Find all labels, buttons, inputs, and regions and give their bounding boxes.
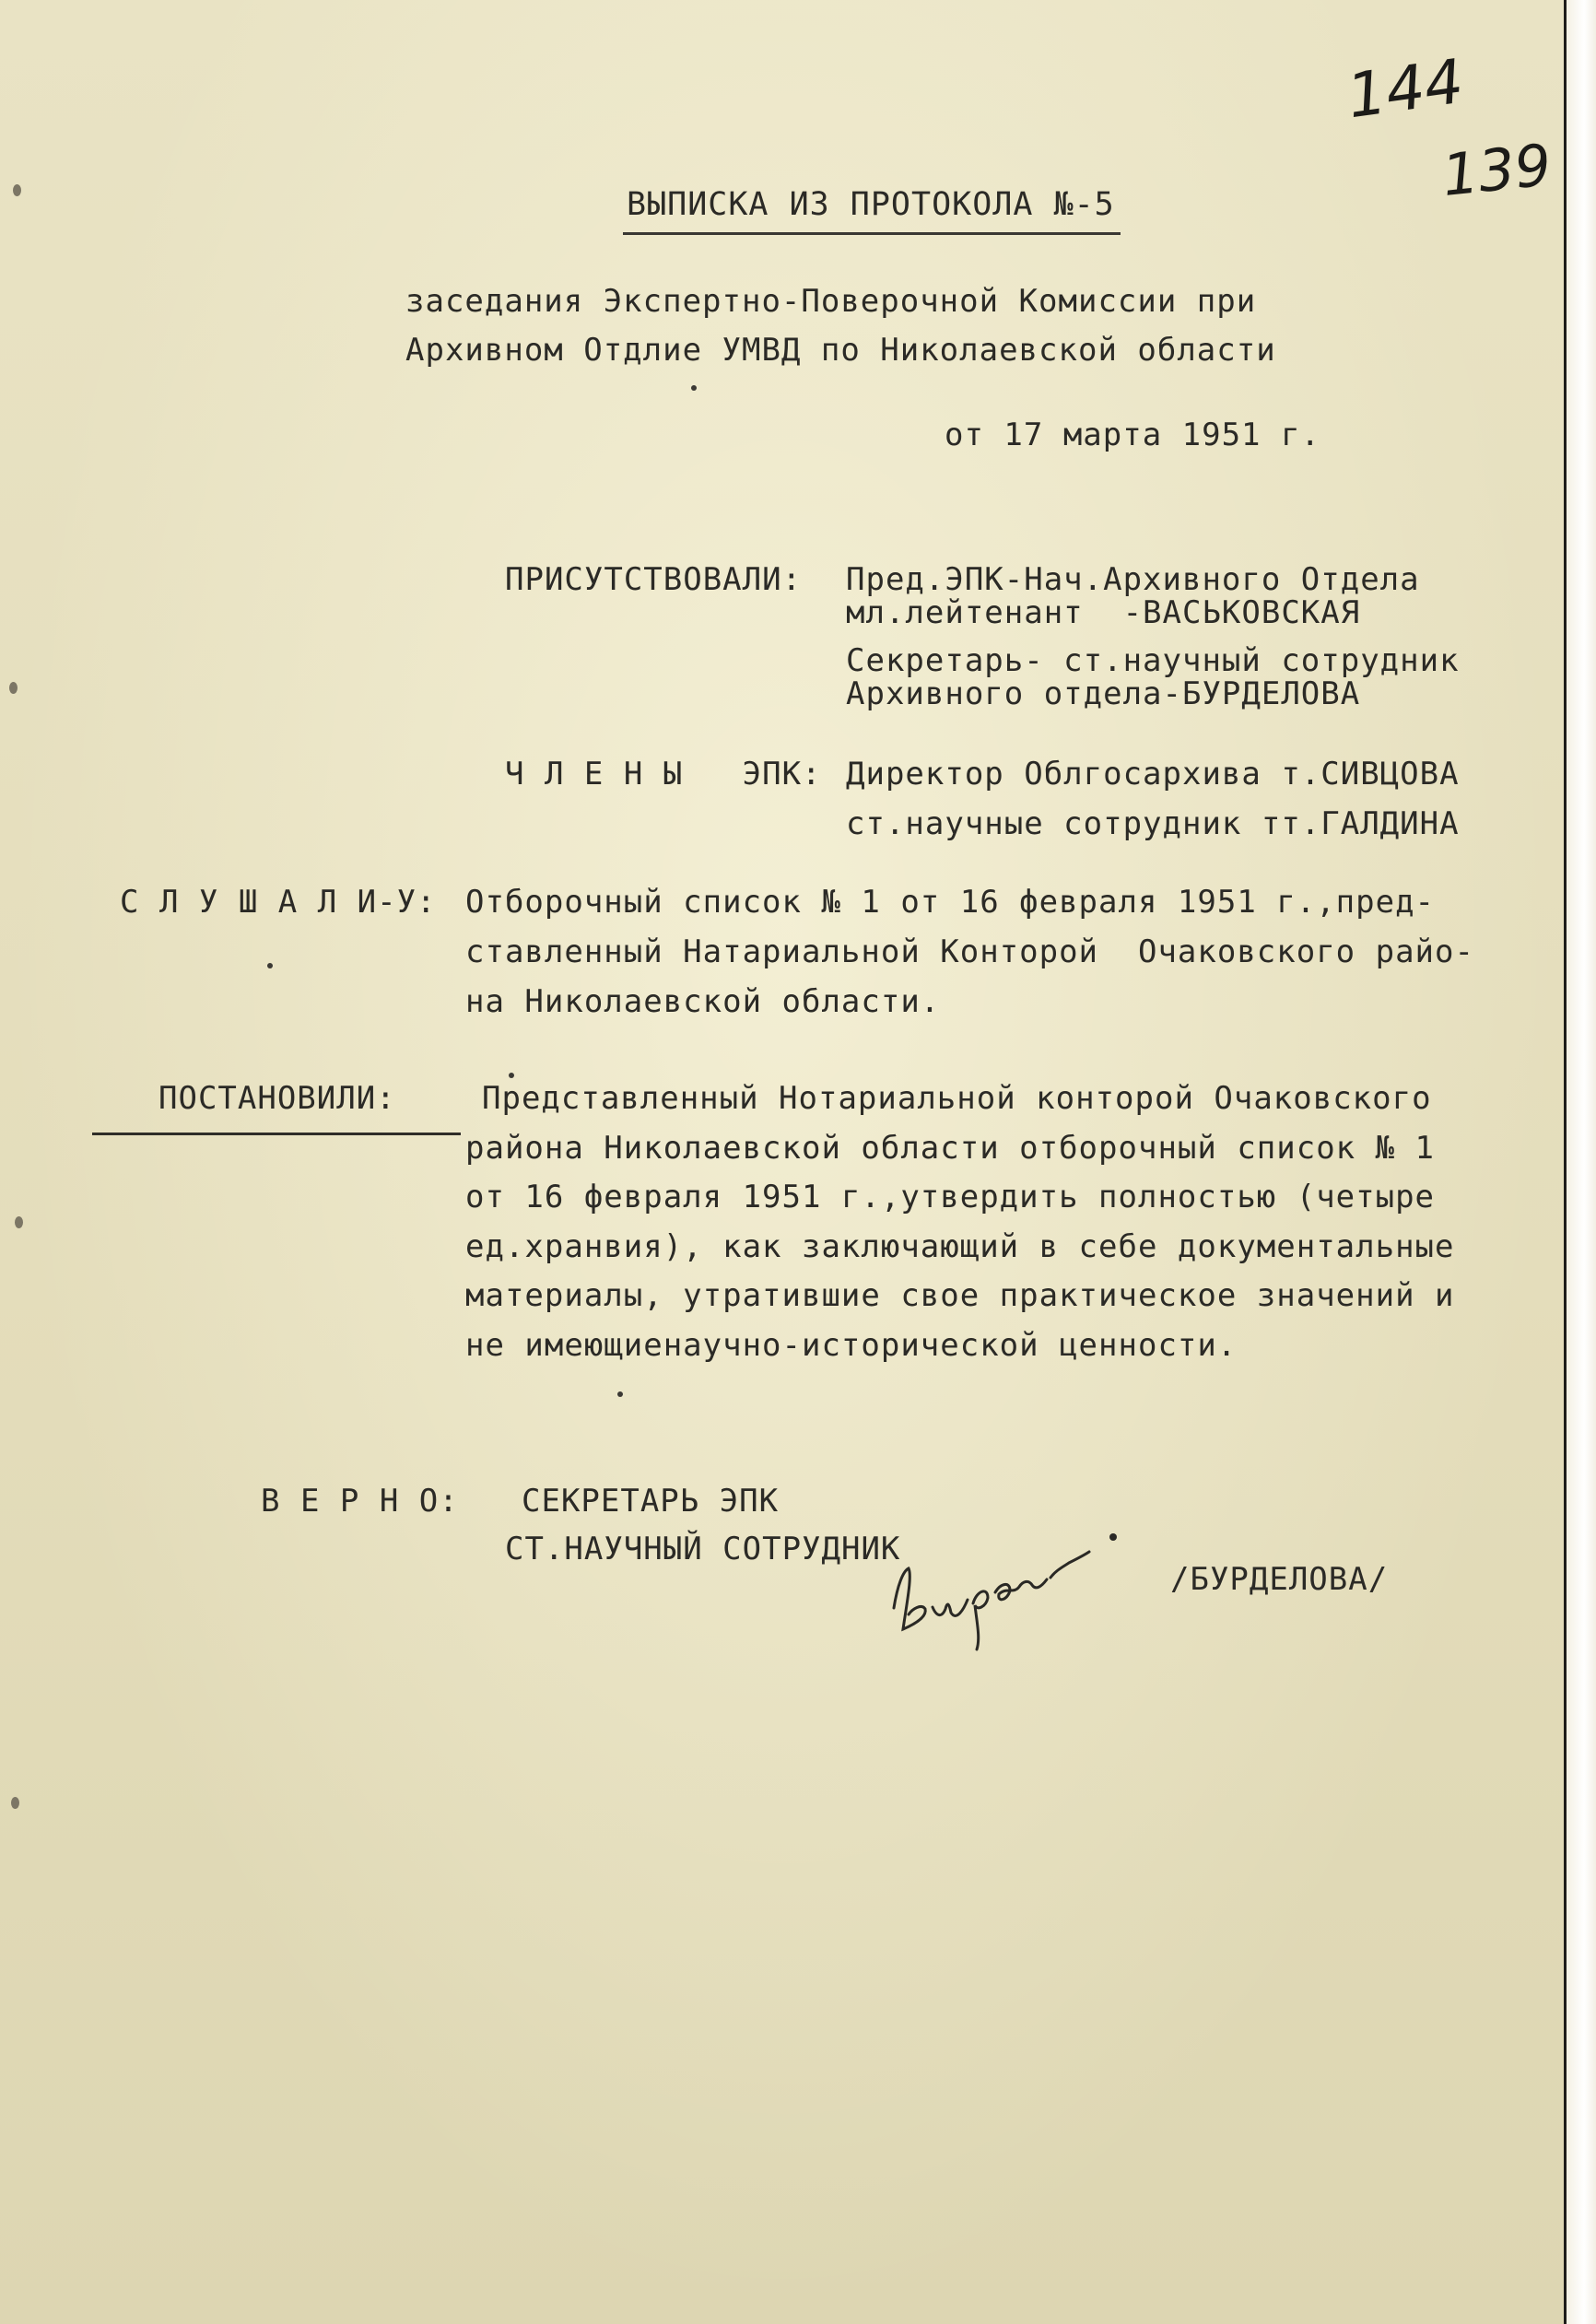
resolved-line-6: не имеющиенаучно-исторической ценности. — [465, 1327, 1238, 1364]
certified-label: В Е Р Н О: — [261, 1483, 459, 1520]
ink-speck — [617, 1391, 623, 1397]
punch-hole — [9, 682, 18, 694]
present-line-3: Секретарь- ст.научный сотрудник — [846, 642, 1460, 679]
signature-image — [885, 1520, 1133, 1659]
present-label: ПРИСУТСТВОВАЛИ: — [505, 561, 803, 598]
members-line-2: ст.научные сотрудник тт.ГАЛДИНА — [846, 805, 1460, 842]
resolved-line-1: Представленный Нотариальной конторой Очаковского — [482, 1080, 1432, 1117]
resolved-label: ПОСТАНОВИЛИ: — [158, 1080, 396, 1117]
members-line-1: Директор Облгосархива т.СИВЦОВА — [846, 756, 1460, 792]
resolved-line-3: от 16 февраля 1951 г.,утвердить полностью (четыре — [465, 1179, 1436, 1215]
folio-number-old: 144 — [1343, 45, 1468, 133]
certified-line-1: СЕКРЕТАРЬ ЭПК — [522, 1483, 780, 1520]
document-title: ВЫПИСКА ИЗ ПРОТОКОЛА №-5 — [627, 186, 1115, 223]
heard-line-1: Отборочный список № 1 от 16 февраля 1951 г.,пред- — [465, 884, 1436, 921]
page-edge — [1564, 0, 1596, 2324]
document-date: от 17 марта 1951 г. — [945, 417, 1320, 453]
heard-line-2: ставленный Натариальной Конторой Очаковского райо- — [465, 933, 1474, 970]
present-line-1: Пред.ЭПК-Нач.Архивного Отдела — [846, 561, 1420, 598]
folio-number-new: 139 — [1438, 131, 1555, 209]
punch-hole — [15, 1216, 23, 1228]
subtitle-line-1: заседания Экспертно-Поверочной Комиссии при — [405, 283, 1257, 320]
subtitle-line-2: Архивном Отдлие УМВД по Николаевской области — [405, 332, 1276, 369]
heard-label: С Л У Ш А Л И-У: — [120, 884, 437, 921]
present-line-4: Архивного отдела-БУРДЕЛОВА — [846, 675, 1361, 712]
certified-line-2: СТ.НАУЧНЫЙ СОТРУДНИК — [505, 1531, 901, 1567]
ink-speck — [691, 385, 697, 391]
ink-speck — [509, 1073, 514, 1078]
members-label: Ч Л Е Н Ы ЭПК: — [505, 756, 822, 792]
ink-speck — [267, 963, 273, 968]
certified-name: /БУРДЕЛОВА/ — [1170, 1561, 1389, 1598]
resolved-line-2: района Николаевской области отборочный список № 1 — [465, 1130, 1436, 1167]
heard-line-3: на Николаевской области. — [465, 983, 941, 1020]
resolved-line-4: ед.хранвия), как заключающий в себе документальные — [465, 1228, 1455, 1265]
title-underline — [623, 232, 1121, 235]
resolved-label-rule — [92, 1133, 461, 1135]
resolved-line-5: материалы, утратившие свое практическое значений и — [465, 1277, 1455, 1314]
punch-hole — [13, 184, 21, 196]
present-line-2: мл.лейтенант -ВАСЬКОВСКАЯ — [846, 594, 1361, 631]
punch-hole — [11, 1797, 19, 1809]
